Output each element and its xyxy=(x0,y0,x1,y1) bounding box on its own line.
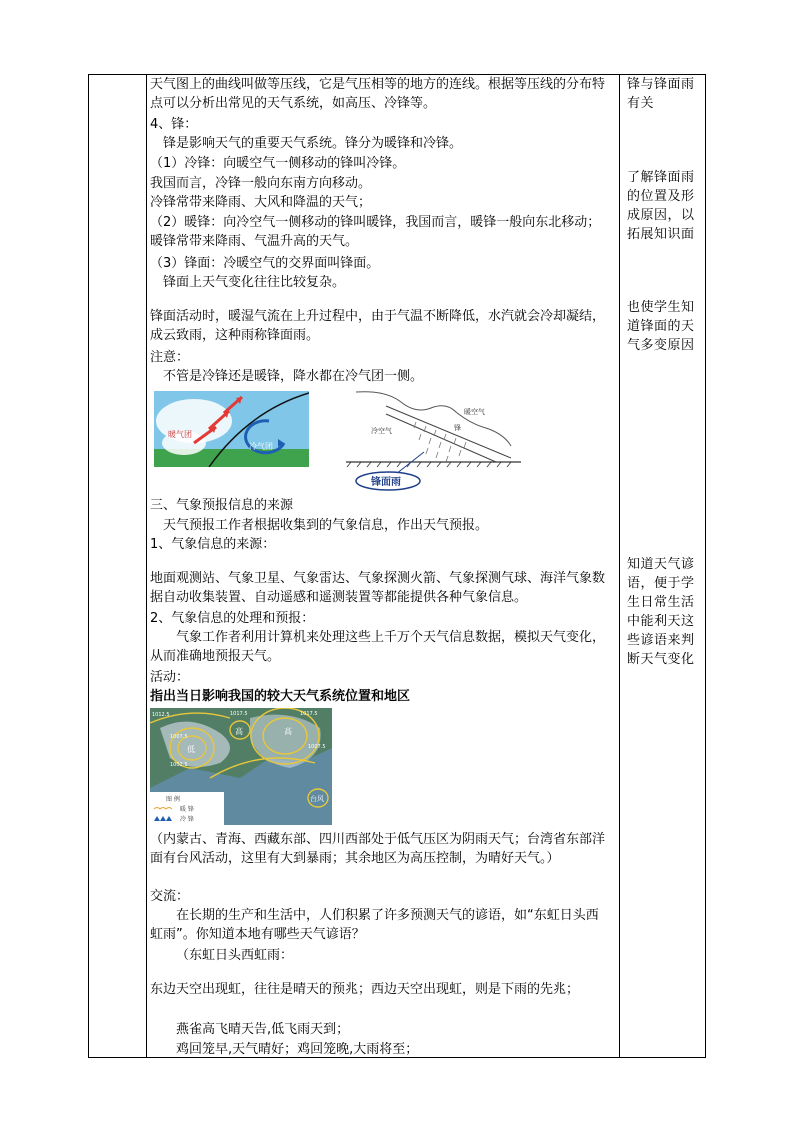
front-label: 锋 xyxy=(454,424,461,432)
processing-paragraph: 气象工作者利用计算机来处理这些上千万个天气信息数据，模拟天气变化，从而准确地预报天气。 xyxy=(150,630,606,664)
note-heading: 注意： xyxy=(150,350,190,365)
cold-mass-label: 冷气团 xyxy=(249,442,273,451)
frontal-rain-figure xyxy=(346,388,521,492)
isobar-value: 1007.5 xyxy=(308,744,326,750)
front-surface-def: （3）锋面：冷暖空气的交界面叫锋面。 xyxy=(150,256,380,271)
processing-heading: 2、气象信息的处理和预报： xyxy=(150,611,315,626)
frontal-rain-caption: 锋面雨 xyxy=(371,477,401,488)
proverb-swallow: 燕雀高飞晴天告,低飞雨天到； xyxy=(176,1022,350,1037)
column-divider xyxy=(619,75,620,1057)
front-surface-note: 锋面上天气变化往往比较复杂。 xyxy=(163,275,346,290)
activity-answer: （内蒙古、青海、西藏东部、四川西部处于低气压区为阴雨天气；台湾省东部洋面有台风活动，这里有大到暴雨；其余地区为高压控制，为晴好天气。） xyxy=(150,832,606,866)
communication-paragraph: 在长期的生产和生活中，人们积累了许多预测天气的谚语，如“东虹日头西虹雨”。你知道本地有哪些天气谚语？ xyxy=(150,908,599,942)
communication-heading: 交流： xyxy=(150,889,190,904)
proverb-question: （东虹日头西虹雨： xyxy=(176,948,294,963)
activity-task: 指出当日影响我国的较大天气系统位置和地区 xyxy=(150,689,411,704)
front-surface-line xyxy=(386,406,511,458)
legend-warm: 暖 锋 xyxy=(180,806,194,813)
front-intro: 锋是影响天气的重要天气系统。锋分为暖锋和冷锋。 xyxy=(163,136,463,151)
isobar-value: 1012.5 xyxy=(152,712,170,718)
sources-paragraph: 地面观测站、气象卫星、气象雷达、气象探测火箭、气象探测气球、海洋气象数据自动收集装置、自动遥感和遥测装置等都能提供各种气象信息。 xyxy=(150,571,606,605)
high-pressure-label: 高 xyxy=(284,727,292,736)
cold-front-def: （1）冷锋：向暖空气一侧移动的锋叫冷锋。 xyxy=(150,156,406,171)
cloud-outline xyxy=(356,392,511,446)
cold-air-label: 冷空气 xyxy=(371,427,392,435)
cold-front-direction: 我国而言，冷锋一般向东南方向移动。 xyxy=(150,176,372,191)
isobar-value: 1007.5 xyxy=(170,734,188,740)
front-surface-line xyxy=(386,414,496,462)
isobar-paragraph: 天气图上的曲线叫做等压线，它是气压相等的地方的连线。根据等压线的分布特点可以分析出常见的天气系统，如高压、冷锋等。 xyxy=(150,77,606,111)
forecast-paragraph: 天气预报工作者根据收集到的气象信息，作出天气预报。 xyxy=(163,518,489,533)
cold-front-weather: 冷锋常带来降雨、大风和降温的天气； xyxy=(150,195,372,210)
cold-front-symbol xyxy=(154,816,172,821)
frontal-rain-paragraph: 锋面活动时，暖湿气流在上升过程中，由于气温不断降低，水汽就会冷却凝结，成云致雨，这种雨称锋面雨。 xyxy=(150,309,606,343)
purpose-note: 也使学生知道锋面的天气多变原因 xyxy=(627,300,695,353)
legend-cold: 冷 锋 xyxy=(180,816,194,823)
low-pressure-label: 低 xyxy=(187,745,195,754)
column-divider xyxy=(146,75,147,1057)
isobar-value: 1017.5 xyxy=(300,711,318,717)
proverb-answer: 东边天空出现虹，往往是晴天的预兆；西边天空出现虹，则是下雨的先兆； xyxy=(150,982,580,997)
section-three-heading: 三、气象预报信息的来源 xyxy=(150,498,294,513)
ground-hatch xyxy=(347,462,511,467)
purpose-note: 知道天气谚语，便于学生日常生活中能利天这些谚语来判断天气变化 xyxy=(627,557,695,667)
purpose-note: 锋与锋面雨有关 xyxy=(627,77,695,111)
front-heading: 4、锋： xyxy=(150,117,198,132)
lesson-table xyxy=(88,74,706,1058)
isobar-value: 1002.5 xyxy=(170,762,188,768)
warm-front-paragraph: （2）暖锋：向冷空气一侧移动的锋叫暖锋，我国而言，暖锋一般向东北移动；暖锋常带来降雨、气温升高的天气。 xyxy=(150,215,601,249)
air-mass-figure xyxy=(154,391,309,467)
high-pressure-label: 高 xyxy=(235,727,243,736)
sources-heading: 1、气象信息的来源： xyxy=(150,537,276,552)
activity-heading: 活动： xyxy=(150,670,190,685)
weather-map xyxy=(150,708,332,825)
note-text: 不管是冷锋还是暖锋，降水都在冷气团一侧。 xyxy=(163,369,424,384)
legend-title: 图 例 xyxy=(166,796,180,803)
proverb-chicken: 鸡回笼早,天气晴好；鸡回笼晚,大雨将至； xyxy=(176,1042,419,1057)
purpose-note: 了解锋面雨的位置及形成原因，以拓展知识面 xyxy=(627,170,695,242)
warm-mass-label: 暖气团 xyxy=(168,430,192,439)
isobar-value: 1017.5 xyxy=(230,711,248,717)
typhoon-label: 台风 xyxy=(310,795,324,803)
warm-air-label: 暖空气 xyxy=(464,408,485,416)
